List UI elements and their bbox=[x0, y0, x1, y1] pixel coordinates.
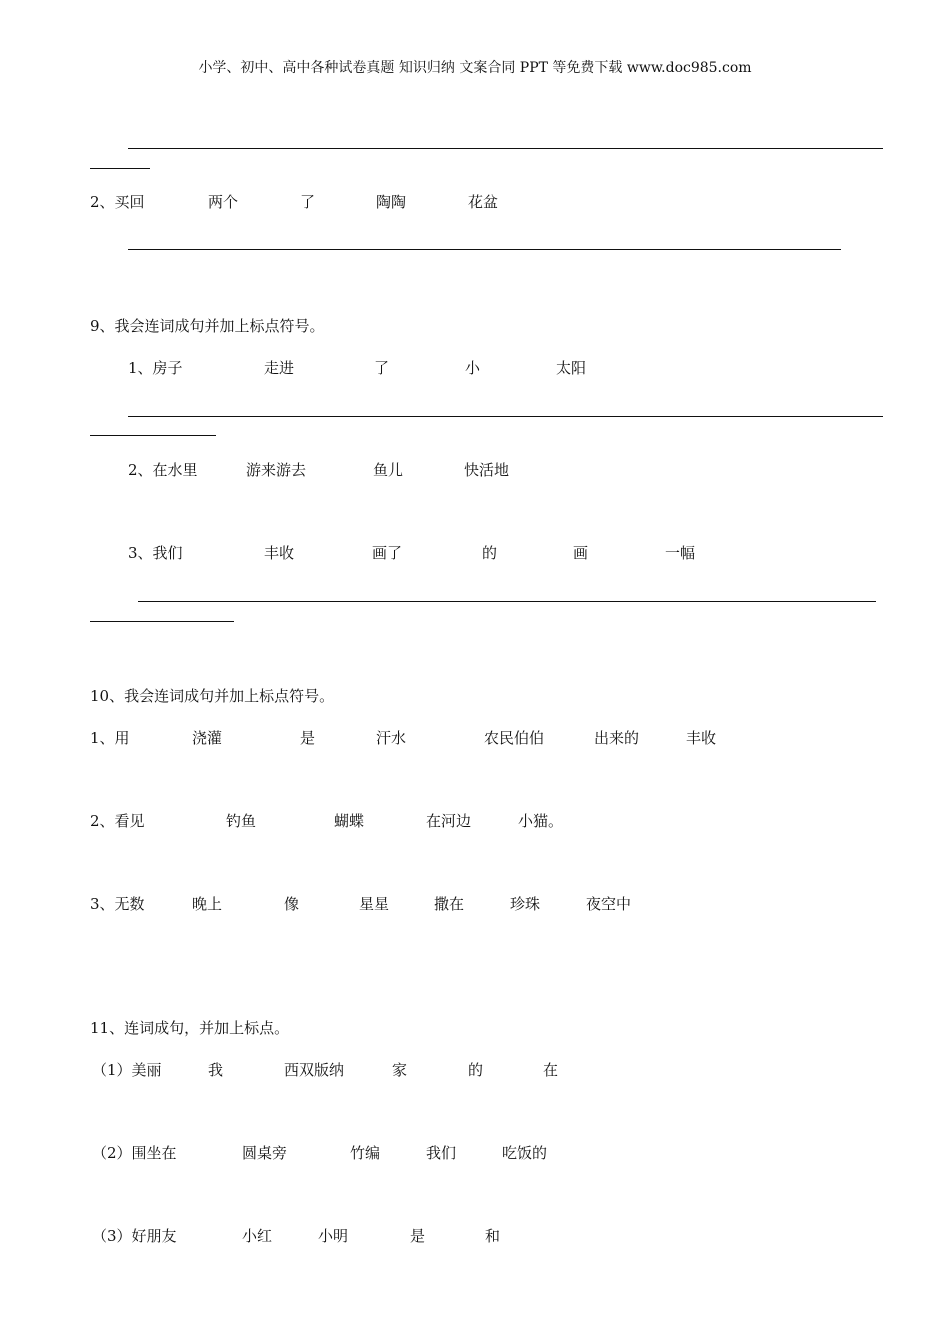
word: 的 bbox=[482, 544, 498, 562]
word: 圆桌旁 bbox=[242, 1144, 288, 1162]
answer-line bbox=[90, 621, 234, 622]
answer-line bbox=[128, 148, 883, 149]
word: 太阳 bbox=[556, 359, 587, 377]
word: 丰收 bbox=[264, 544, 295, 562]
word: 是 bbox=[410, 1227, 426, 1245]
word: 在 bbox=[543, 1061, 559, 1079]
word: 汗水 bbox=[376, 729, 407, 747]
word: 吃饭的 bbox=[502, 1144, 548, 1162]
word: 了 bbox=[374, 359, 390, 377]
word: 2、在水里 bbox=[128, 461, 198, 479]
word: 小红 bbox=[242, 1227, 273, 1245]
word: 我 bbox=[208, 1061, 224, 1079]
answer-line bbox=[128, 249, 841, 250]
word: 西双版纳 bbox=[284, 1061, 345, 1079]
word: 2、看见 bbox=[90, 812, 145, 830]
word: 我们 bbox=[426, 1144, 457, 1162]
word: 快活地 bbox=[464, 461, 510, 479]
word: 农民伯伯 bbox=[484, 729, 545, 747]
word: 小猫。 bbox=[518, 812, 564, 830]
word: 画了 bbox=[372, 544, 403, 562]
word: 3、无数 bbox=[90, 895, 145, 913]
word: 小 bbox=[465, 359, 481, 377]
word: 小明 bbox=[318, 1227, 349, 1245]
word: 蝴蝶 bbox=[334, 812, 365, 830]
word: 撒在 bbox=[434, 895, 465, 913]
word: 了 bbox=[300, 193, 316, 211]
word: 1、用 bbox=[90, 729, 130, 747]
word: 丰收 bbox=[686, 729, 717, 747]
word: 鱼儿 bbox=[373, 461, 404, 479]
word: 夜空中 bbox=[586, 895, 632, 913]
word: 画 bbox=[573, 544, 589, 562]
word: 3、我们 bbox=[128, 544, 183, 562]
word: 星星 bbox=[359, 895, 390, 913]
word: 浇灌 bbox=[192, 729, 223, 747]
word: 晚上 bbox=[192, 895, 223, 913]
answer-line bbox=[90, 435, 216, 436]
word: 出来的 bbox=[594, 729, 640, 747]
page-header: 小学、初中、高中各种试卷真题 知识归纳 文案合同 PPT 等免费下载 www.doc985.com bbox=[198, 60, 752, 76]
word: 是 bbox=[300, 729, 316, 747]
word: 在河边 bbox=[426, 812, 472, 830]
answer-line bbox=[138, 601, 876, 602]
word: 竹编 bbox=[350, 1144, 381, 1162]
word: 珍珠 bbox=[510, 895, 541, 913]
word: 的 bbox=[468, 1061, 484, 1079]
answer-line bbox=[128, 416, 883, 417]
word: 花盆 bbox=[468, 193, 499, 211]
answer-line bbox=[90, 168, 150, 169]
question-title: 9、我会连词成句并加上标点符号。 bbox=[90, 317, 325, 335]
word: （1）美丽 bbox=[92, 1061, 162, 1079]
word: （3）好朋友 bbox=[92, 1227, 177, 1245]
word: 2、买回 bbox=[90, 193, 145, 211]
word: （2）围坐在 bbox=[92, 1144, 177, 1162]
word: 游来游去 bbox=[246, 461, 307, 479]
word: 和 bbox=[485, 1227, 501, 1245]
word: 陶陶 bbox=[376, 193, 407, 211]
word: 像 bbox=[284, 895, 300, 913]
word: 1、房子 bbox=[128, 359, 183, 377]
word: 家 bbox=[392, 1061, 408, 1079]
word: 走进 bbox=[264, 359, 295, 377]
question-title: 11、连词成句，并加上标点。 bbox=[90, 1019, 290, 1037]
word: 两个 bbox=[208, 193, 239, 211]
word: 钓鱼 bbox=[226, 812, 257, 830]
question-title: 10、我会连词成句并加上标点符号。 bbox=[90, 687, 335, 705]
word: 一幅 bbox=[665, 544, 696, 562]
